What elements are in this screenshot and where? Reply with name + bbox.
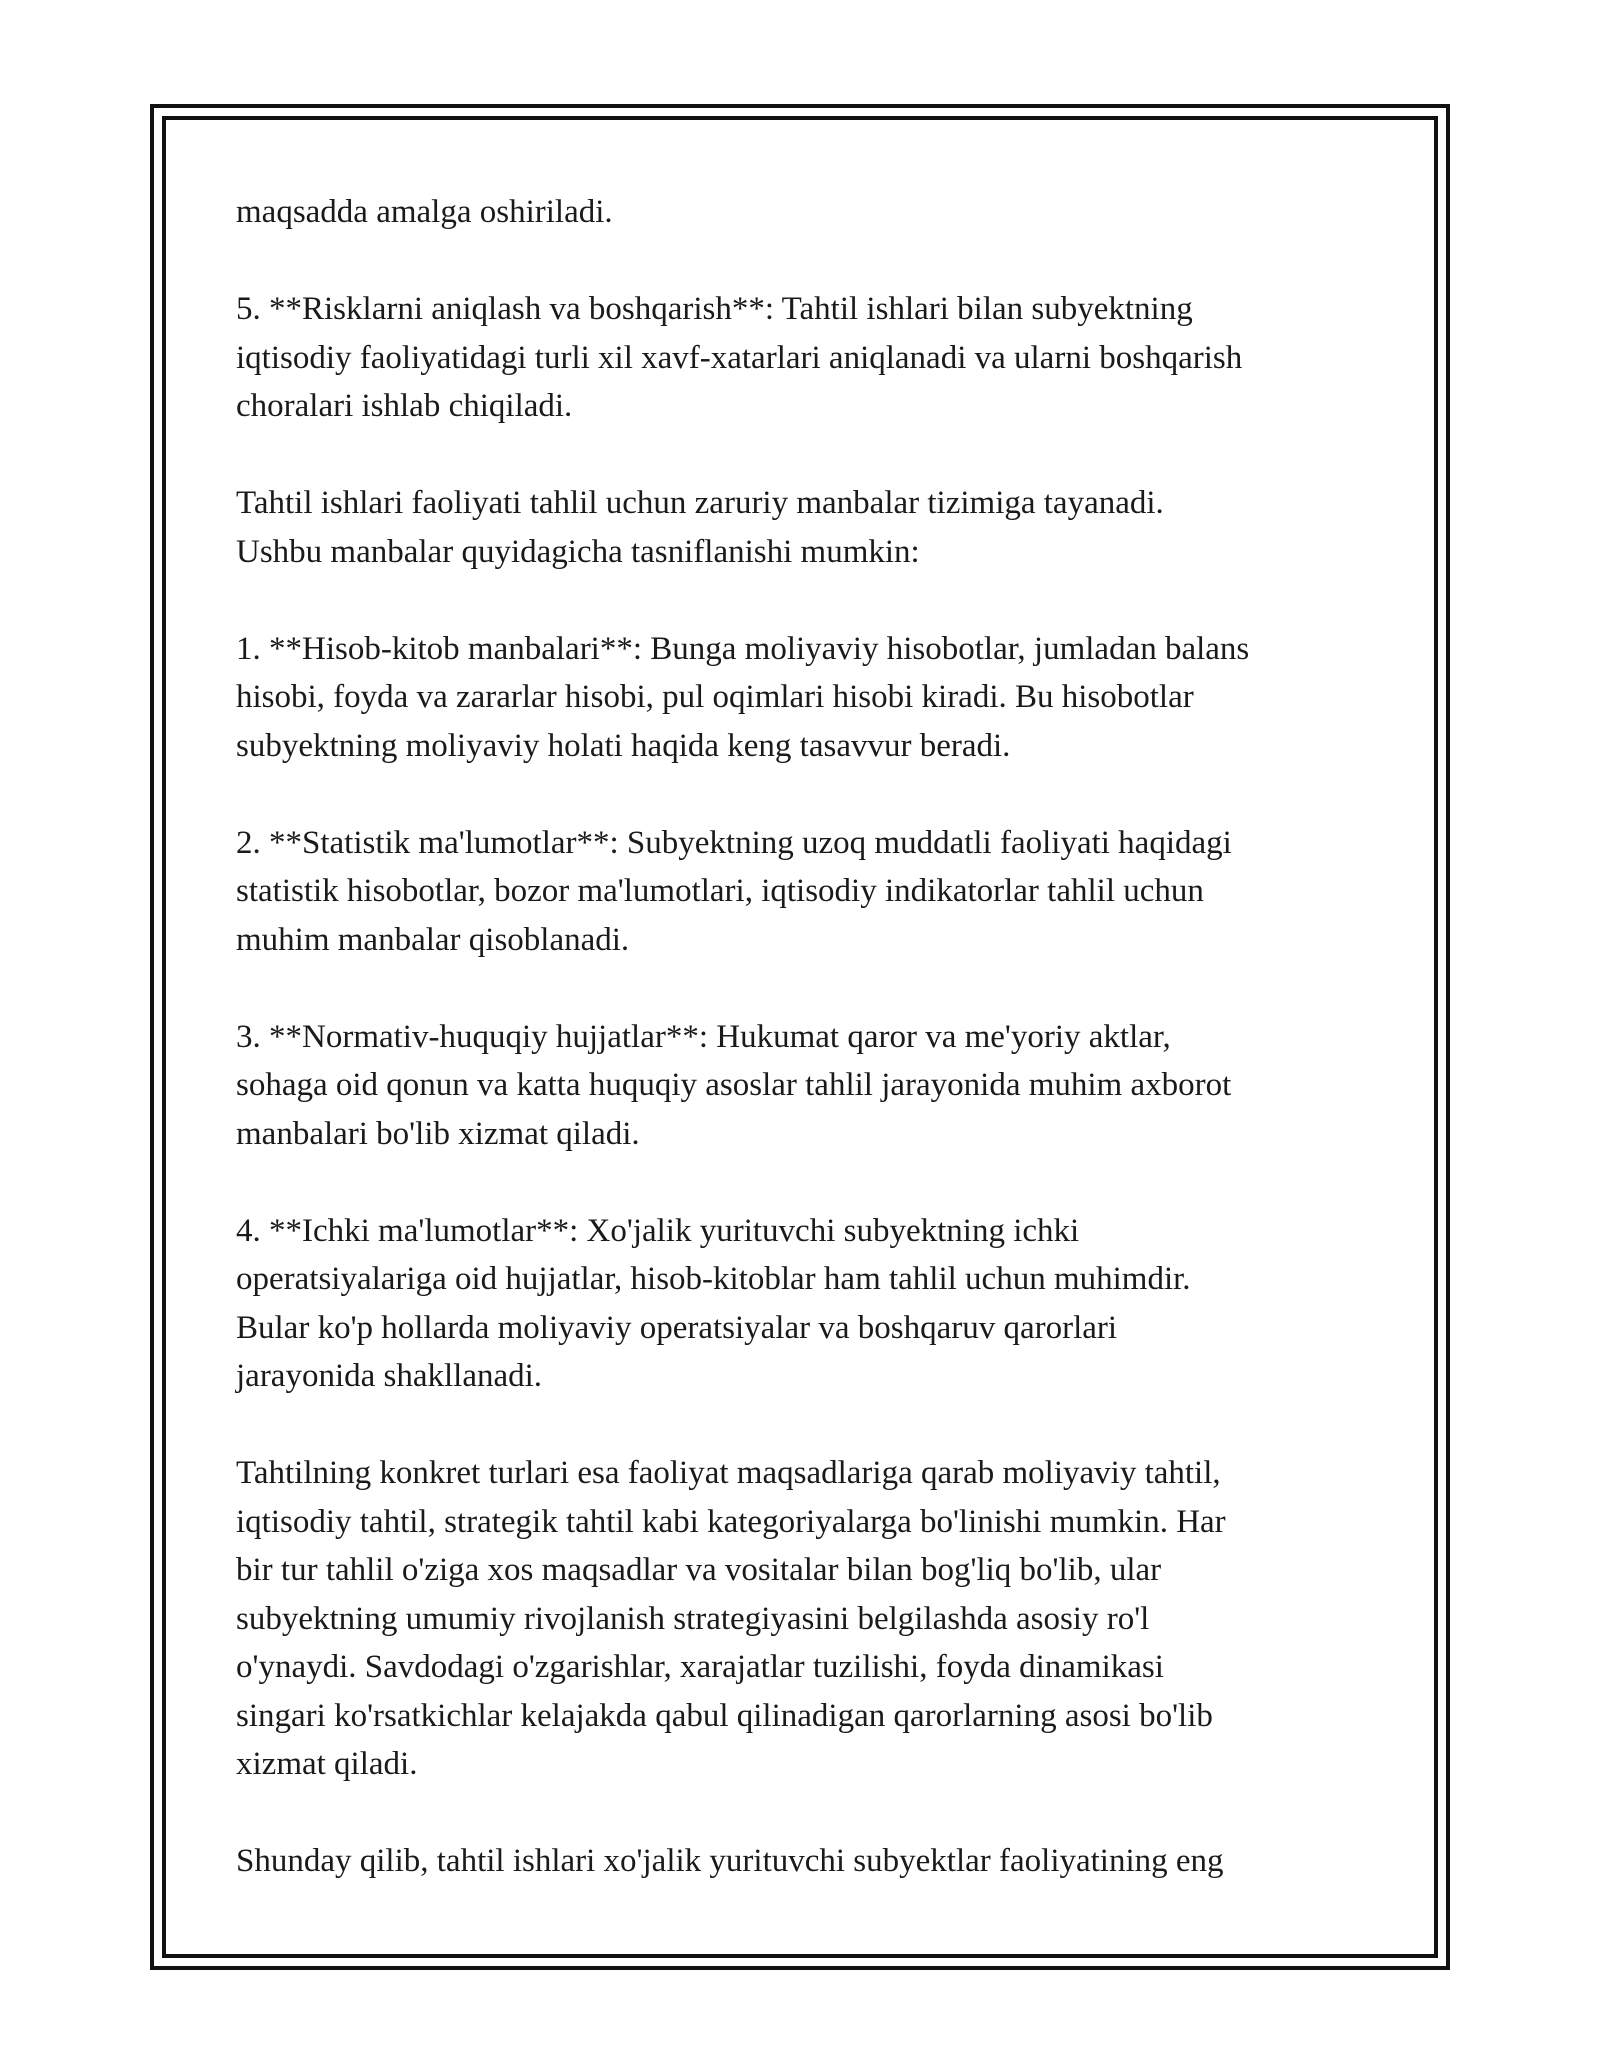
paragraph-statistical-data: 2. **Statistik ma'lumotlar**: Subyektning uzoq muddatli faoliyati haqidagi statistik hisobotlar, bozor ma'lumotlari, iqtisodiy indikatorlar tahlil uchun muhim manbalar qisoblanadi. [236,824,1232,958]
paragraph-continuation: maqsadda amalga oshiriladi. [236,194,613,230]
paragraph-sources-intro: Tahtil ishlari faoliyati tahlil uchun zaruriy manbalar tizimiga tayanadi. Ushbu manbalar quyidagicha tasniflanishi mumkin: [236,485,1164,570]
paragraph-analysis-types: Tahtilning konkret turlari esa faoliyat maqsadlariga qarab moliyaviy tahtil, iqtisodiy tahtil, strategik tahtil kabi kategoriyalarga bo'linishi mumkin. Har bir tur tahlil o'ziga xos maqsadlar va vositalar bilan bog'liq bo'lib, ular subyektning umumiy rivojlanish strategiyasini belgilashda asosiy ro'l o'ynaydi. Savdodagi o'zgarishlar, xarajatlar tuzilishi, foyda dinamikasi singari ko'rsatkichlar kelajakda qabul qilinadigan qarorlarning asosi bo'lib xizmat qiladi. [236,1455,1226,1782]
paragraph-accounting-sources: 1. **Hisob-kitob manbalari**: Bunga moliyaviy hisobotlar, jumladan balans hisobi, foyda va zararlar hisobi, pul oqimlari hisobi kiradi. Bu hisobotlar subyektning moliyaviy holati haqida keng tasavvur beradi. [236,630,1250,764]
paragraph-risk-management: 5. **Risklarni aniqlash va boshqarish**: Tahtil ishlari bilan subyektning iqtisodiy faoliyatidagi turli xil xavf-xatarlari aniqlanadi va ularni boshqarish choralari ishlab chiqiladi. [236,291,1243,424]
paragraph-conclusion: Shunday qilib, tahtil ishlari xo'jalik yurituvchi subyektlar faoliyatining eng [236,1843,1224,1879]
paragraph-legal-documents: 3. **Normativ-huquqiy hujjatlar**: Hukumat qaror va me'yoriy aktlar, sohaga oid qonun va katta huquqiy asoslar tahlil jarayonida muhim axborot manbalari bo'lib xizmat qiladi. [236,1018,1232,1152]
paragraph-internal-data: 4. **Ichki ma'lumotlar**: Xo'jalik yurituvchi subyektning ichki operatsiyalariga oid hujjatlar, hisob-kitoblar ham tahlil uchun muhimdir. Bular ko'p hollarda moliyaviy operatsiyalar va boshqaruv qarorlari jarayonida shakllanadi. [236,1212,1191,1394]
document-body [236,188,1386,1886]
